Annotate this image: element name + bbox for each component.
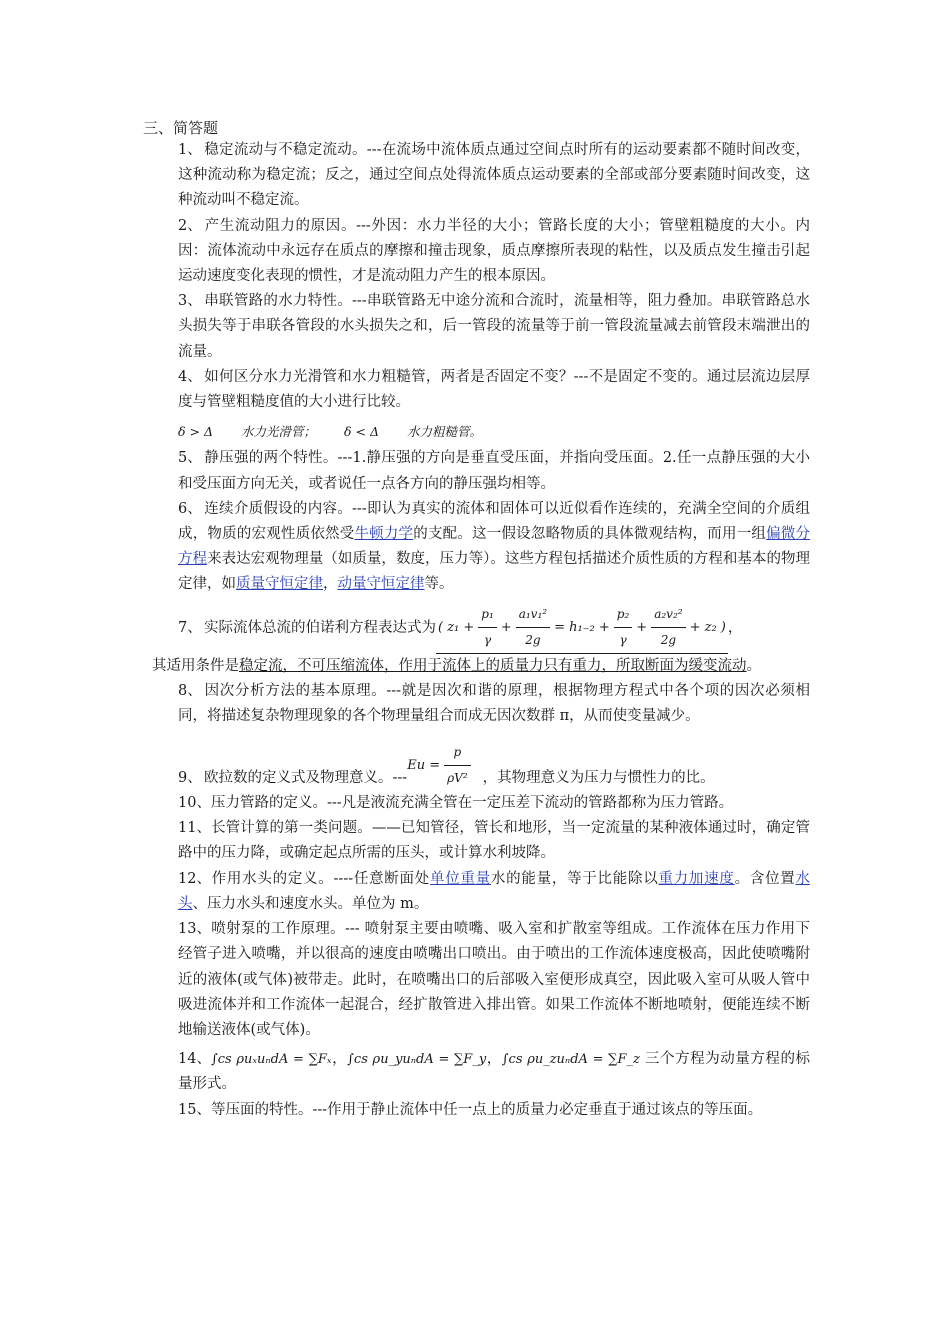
item-text: 静压强的两个特性。---1.静压强的方向是垂直受压面，并指向受压面。2.任一点静压强的大小和受压面方向无关，或者说任一点各方向的静压强均相等。	[178, 450, 810, 492]
item-9	[178, 740, 810, 791]
item-number: 12、	[178, 870, 211, 887]
numerator: p₂	[614, 602, 633, 628]
item-text: 因次分析方法的基本原理。---就是因次和谐的原理，根据物理方程式中各个项的因次必须相同，将描述复杂物理现象的各个物理量组合而成无因次数群 π，从而使变量减少。	[178, 683, 810, 725]
item-text: 喷射泵的工作原理。--- 喷射泵主要由喷嘴、吸入室和扩散室等组成。工作流体在压力作用下经管子进入喷嘴，并以很高的速度由喷嘴出口喷出。由于喷出的工作流体速度极高，因此使喷嘴附近的液体(或气体)被带走。此时，在喷嘴出口的后部吸入室便形成真空，因此吸入室可从吸人管中吸进流体并和工作流体一起混合，经扩散管进入排出管。如果工作流体不断地喷射，便能连续不断地输送液体(或气体)。	[178, 921, 810, 1038]
item-text: 水的能量，等于比能除以	[490, 870, 659, 887]
item-number: 11、	[178, 820, 211, 837]
item-text: 作用水头的定义。----任意断面处	[210, 870, 430, 887]
item-4	[178, 365, 810, 415]
item-text: 串联管路的水力特性。---串联管路无中途分流和合流时，流量相等，阻力叠加。串联管路总水头损失等于串联各管段的水头损失之和，后一管段的流量等于前一管段流量减去前管段末端泄出的流量。	[178, 293, 810, 360]
item-text: 稳定流动与不稳定流动。---在流场中流体质点通过空间点时所有的运动要素都不随时间改变，这种流动称为稳定流；反之，通过空间点处得流体质点运动要素的全部或部分要素随时间改变，这种流动叫不稳定流。	[178, 142, 810, 209]
item-3	[178, 289, 810, 365]
item-14	[178, 1047, 810, 1097]
item-number: 4、	[178, 368, 202, 385]
numerator: a₂v₂²	[651, 602, 685, 628]
item-7	[152, 602, 810, 680]
numerator: p	[444, 740, 471, 766]
fraction	[516, 602, 550, 653]
link-partial-differential-equation[interactable]: 偏微分方程	[178, 526, 811, 568]
item-number: 14、	[178, 1051, 211, 1068]
item-text: 产生流动阻力的原因。---外因：水力半径的大小；管路长度的大小；管壁粗糙度的大小。内因：流体流动中永远存在质点的摩擦和撞击现象，质点摩擦所表现的粘性，以及质点发生撞击引起运动速度变化表现的惯性，才是流动阻力产生的根本原因。	[178, 217, 810, 285]
item-text: 、压力水头和速度水头。单位为 m。	[192, 895, 429, 912]
fraction	[651, 602, 685, 653]
item-text: 来表达宏观物理量（如质量，数度，压力等）。这些方程包括描述介质性质的方程和基本的物理定律，如	[178, 551, 811, 593]
denominator: γ	[619, 632, 627, 647]
item-13	[178, 917, 810, 1043]
denominator: 2g	[660, 632, 677, 647]
relation-rough: δ < Δ	[344, 424, 379, 440]
item-number: 13、	[178, 921, 211, 938]
item-11	[178, 816, 810, 866]
item-text: 的支配。这一假设忽略物质的具体微观结构，而用一组	[413, 526, 767, 543]
momentum-equation-x: ∫cs ρuₓuₙdA = ∑Fₓ	[210, 1052, 332, 1068]
numerator: a₁v₁²	[516, 602, 550, 628]
item-text: 等压面的特性。---作用于静止流体中任一点上的质量力必定垂直于通过该点的等压面。	[210, 1101, 763, 1118]
item-text: ，其物理意义为压力与惯性力的比。	[482, 769, 715, 786]
fraction	[614, 602, 633, 653]
link-gravitational-acceleration[interactable]: 重力加速度	[658, 870, 735, 887]
link-mass-conservation[interactable]: 质量守恒定律	[236, 576, 323, 593]
relation-smooth-label: 水力光滑管；	[240, 424, 316, 440]
answer-list	[152, 138, 811, 1123]
formula-part: ( z₁ +	[438, 619, 475, 635]
item-text: 其适用条件是	[152, 658, 239, 675]
item-12	[178, 867, 810, 917]
item-text: 。	[746, 658, 761, 675]
separator: ，	[486, 1051, 502, 1068]
item-text: 如何区分水力光滑管和水力粗糙管，两者是否固定不变？---不是固定不变的。通过层流边层厚度与管壁粗糙度值的大小进行比较。	[178, 368, 810, 411]
item-1	[178, 138, 810, 214]
link-head[interactable]: 水头	[178, 870, 811, 912]
item-text: 连续介质假设的内容。---即认为真实的流体和固体可以近似看作连续的，充满全空间的介质组成，物质的宏观性质依然受	[178, 500, 810, 543]
item-number: 7、	[178, 619, 202, 636]
relation-rough-label: 水力粗糙管。	[406, 424, 482, 440]
denominator: 2g	[525, 632, 541, 647]
roughness-relation	[178, 419, 810, 444]
link-unit-weight[interactable]: 单位重量	[430, 870, 491, 887]
section-heading: 三、简答题	[143, 119, 219, 137]
item-number: 10、	[178, 795, 211, 812]
euler-number-formula	[407, 740, 474, 791]
link-newtonian-mechanics[interactable]: 牛顿力学	[354, 526, 414, 543]
momentum-equation-z: ∫cs ρu_zuₙdA = ∑F_z	[501, 1052, 640, 1068]
denominator: ρV²	[447, 770, 468, 785]
item-text: 长管计算的第一类问题。——已知管径，管长和地形，当一定流量的某种液体通过时，确定管路中的压力降，或确定起点所需的压头，或计算水利坡降。	[178, 820, 810, 862]
formula-part: Eu =	[407, 757, 441, 773]
momentum-equation-y: ∫cs ρu_yuₙdA = ∑F_y	[347, 1052, 487, 1068]
fraction	[478, 602, 497, 653]
relation-smooth: δ > Δ	[178, 424, 213, 440]
item-text: 等。	[424, 576, 454, 593]
item-number: 8、	[178, 683, 202, 700]
fraction	[444, 740, 471, 791]
item-text: 欧拉数的定义式及物理意义。---	[204, 769, 408, 786]
item-10	[178, 791, 810, 816]
item-6	[178, 497, 810, 598]
item-number: 1、	[178, 142, 202, 158]
item-text: ，	[323, 576, 338, 593]
link-momentum-conservation[interactable]: 动量守恒定律	[337, 576, 425, 593]
denominator: γ	[483, 632, 492, 647]
item-5	[178, 446, 810, 496]
item-text: 三个方程为动量方程的标量形式。	[178, 1051, 811, 1093]
formula-part: = h₁₋₂ +	[554, 619, 610, 635]
item-8	[178, 679, 810, 729]
item-text: 压力管路的定义。---凡是液流充满全管在一定压差下流动的管路都称为压力管路。	[210, 795, 734, 812]
item-number: 15、	[178, 1101, 211, 1118]
item-number: 9、	[178, 769, 202, 786]
item-number: 6、	[178, 500, 202, 517]
item-15	[178, 1098, 810, 1123]
item-number: 2、	[178, 217, 202, 234]
numerator: p₁	[478, 602, 497, 628]
item-text: 。含位置	[734, 870, 796, 887]
bernoulli-equation: ( z₁ + $\frac{\text{p₁}}{\gamma}$ + $\frac{\text{a₁v₁²}}{2g}$ = h₁₋₂ + $\frac{\text{p₂}}{\gamma}$ + $\frac{\text{a₂v₂²}}{2g}$ + z₂ )	[436, 602, 728, 654]
item-2	[178, 214, 810, 290]
item-text: ，	[727, 619, 743, 636]
applicability-conditions: 稳定流，不可压缩流体，作用于流体上的质量力只有重力，所取断面为缓变流动	[239, 658, 747, 675]
formula-part: + z₂ )	[689, 619, 726, 635]
item-number: 5、	[178, 450, 202, 467]
item-text: 实际流体总流的伯诺利方程表达式为	[204, 619, 436, 636]
item-number: 3、	[178, 293, 202, 310]
separator: ，	[331, 1051, 348, 1068]
